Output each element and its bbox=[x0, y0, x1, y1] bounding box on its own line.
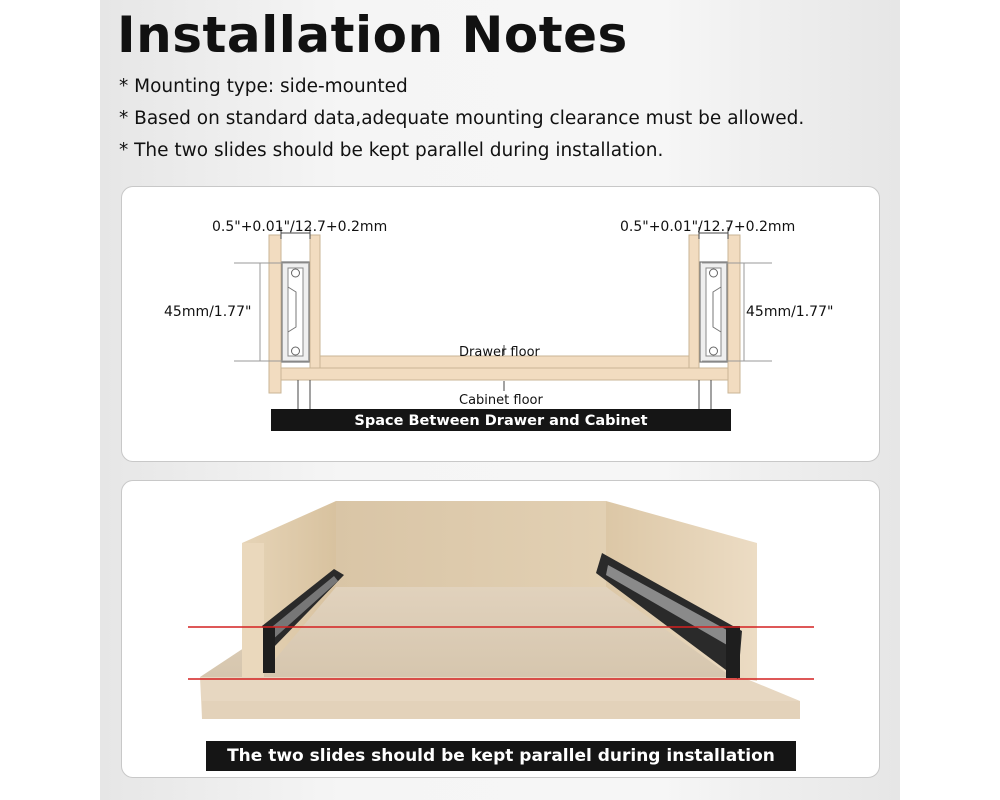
parallel-banner: The two slides should be kept parallel during installation bbox=[206, 741, 796, 771]
front-board-edge bbox=[202, 701, 800, 719]
note-item: * Based on standard data,adequate mounting clearance must be allowed. bbox=[119, 108, 805, 129]
clearance-diagram bbox=[122, 187, 879, 461]
drawer-side-left bbox=[310, 235, 320, 368]
cabinet-floor-label: Cabinet floor bbox=[459, 393, 543, 408]
drawer-floor-label: Drawer floor bbox=[459, 345, 540, 360]
note-item: * The two slides should be kept parallel during installation. bbox=[119, 140, 664, 161]
cabinet-floor-panel bbox=[281, 368, 728, 380]
slide-left bbox=[282, 262, 309, 362]
space-banner-text: Space Between Drawer and Cabinet bbox=[354, 413, 648, 429]
photo-card bbox=[121, 480, 880, 778]
slide-right bbox=[700, 262, 727, 362]
clearance-label-right: 0.5"+0.01"/12.7+0.2mm bbox=[620, 219, 796, 235]
page-title: Installation Notes bbox=[117, 6, 628, 64]
cabinet-wall-right bbox=[728, 235, 740, 393]
height-label-right: 45mm/1.77" bbox=[746, 304, 834, 320]
notes-list bbox=[119, 74, 804, 170]
drawer-photo bbox=[122, 481, 879, 777]
drawer-side-right bbox=[689, 235, 699, 368]
drawer-back-panel bbox=[336, 501, 606, 587]
clearance-label-left: 0.5"+0.01"/12.7+0.2mm bbox=[212, 219, 388, 235]
note-item: * Mounting type: side-mounted bbox=[119, 76, 408, 97]
left-side-front-edge bbox=[242, 543, 264, 677]
cabinet-wall-left bbox=[269, 235, 281, 393]
diagram-card bbox=[121, 186, 880, 462]
height-label-left: 45mm/1.77" bbox=[164, 304, 252, 320]
